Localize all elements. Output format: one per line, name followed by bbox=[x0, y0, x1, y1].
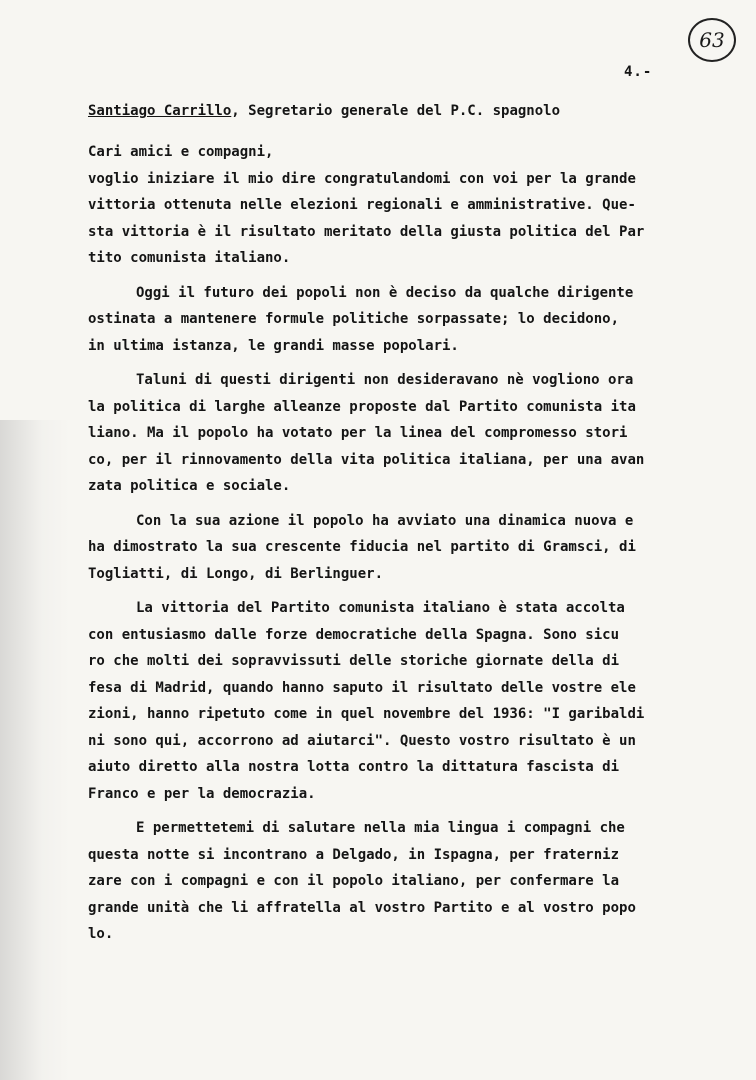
typed-page-index: 4.- bbox=[624, 64, 653, 80]
text-line: lo. bbox=[88, 926, 114, 942]
text-line: liano. Ma il popolo ha votato per la linea del compromesso stori bbox=[88, 425, 628, 441]
scan-shadow bbox=[0, 420, 70, 1080]
text-line: ro che molti dei sopravvissuti delle storiche giornate della di bbox=[88, 653, 620, 669]
paragraph bbox=[88, 815, 708, 948]
paragraph bbox=[88, 280, 708, 360]
text-line: tito comunista italiano. bbox=[88, 250, 291, 266]
text-line: co, per il rinnovamento della vita politica italiana, per una avan bbox=[88, 451, 645, 468]
paragraph bbox=[88, 139, 708, 272]
text-line: fesa di Madrid, quando hanno saputo il risultato delle vostre ele bbox=[88, 679, 636, 696]
text-line: E permettetemi di salutare nella mia lingua i compagni che bbox=[136, 820, 625, 836]
paragraph bbox=[88, 508, 708, 588]
handwritten-page-number: 63 bbox=[688, 18, 736, 62]
paragraph-gap bbox=[88, 807, 708, 815]
speaker-heading bbox=[88, 103, 560, 119]
text-line: zata politica e sociale. bbox=[88, 478, 291, 494]
text-line: ostinata a mantenere formule politiche sorpassate; lo decidono, bbox=[88, 311, 620, 327]
text-line: vittoria ottenuta nelle elezioni regionali e amministrative. Que- bbox=[88, 197, 636, 213]
text-line: Con la sua azione il popolo ha avviato una dinamica nuova e bbox=[136, 512, 634, 529]
text-line: ha dimostrato la sua crescente fiducia nel partito di Gramsci, di bbox=[88, 539, 636, 555]
paragraph bbox=[88, 367, 708, 500]
text-line: Cari amici e compagni, bbox=[88, 144, 274, 160]
text-line: Taluni di questi dirigenti non desideravano nè vogliono ora bbox=[136, 372, 634, 388]
text-line: voglio iniziare il mio dire congratulandomi con voi per la grande bbox=[88, 170, 636, 187]
text-line: aiuto diretto alla nostra lotta contro la dittatura fascista di bbox=[88, 759, 620, 775]
text-line: ni sono qui, accorrono ad aiutarci". Questo vostro risultato è un bbox=[88, 732, 636, 749]
speaker-title: , Segretario generale del P.C. spagnolo bbox=[231, 103, 561, 119]
text-line: Franco e per la democrazia. bbox=[88, 785, 316, 802]
text-line: Oggi il futuro dei popoli non è deciso da qualche dirigente bbox=[136, 284, 634, 301]
paragraph bbox=[88, 595, 708, 807]
text-line: questa notte si incontrano a Delgado, in Ispagna, per fraterniz bbox=[88, 846, 620, 863]
paragraph-gap bbox=[88, 500, 708, 508]
paragraph-gap bbox=[88, 587, 708, 595]
text-line: zare con i compagni e con il popolo italiano, per confermare la bbox=[88, 873, 620, 889]
text-line: sta vittoria è il risultato meritato della giusta politica del Par bbox=[88, 223, 645, 240]
text-line: con entusiasmo dalle forze democratiche della Spagna. Sono sicu bbox=[88, 626, 620, 643]
text-line: zioni, hanno ripetuto come in quel novembre del 1936: "I garibaldi bbox=[88, 706, 645, 722]
paragraph-gap bbox=[88, 359, 708, 367]
text-line: grande unità che li affratella al vostro Partito e al vostro popo bbox=[88, 899, 636, 916]
text-line: La vittoria del Partito comunista italiano è stata accolta bbox=[136, 600, 625, 616]
paragraph-gap bbox=[88, 272, 708, 280]
speech-body bbox=[88, 139, 708, 948]
text-line: in ultima istanza, le grandi masse popolari. bbox=[88, 337, 459, 354]
speaker-name: Santiago Carrillo bbox=[88, 103, 232, 119]
text-line: la politica di larghe alleanze proposte dal Partito comunista ita bbox=[88, 398, 636, 415]
text-line: Togliatti, di Longo, di Berlinguer. bbox=[88, 565, 384, 582]
